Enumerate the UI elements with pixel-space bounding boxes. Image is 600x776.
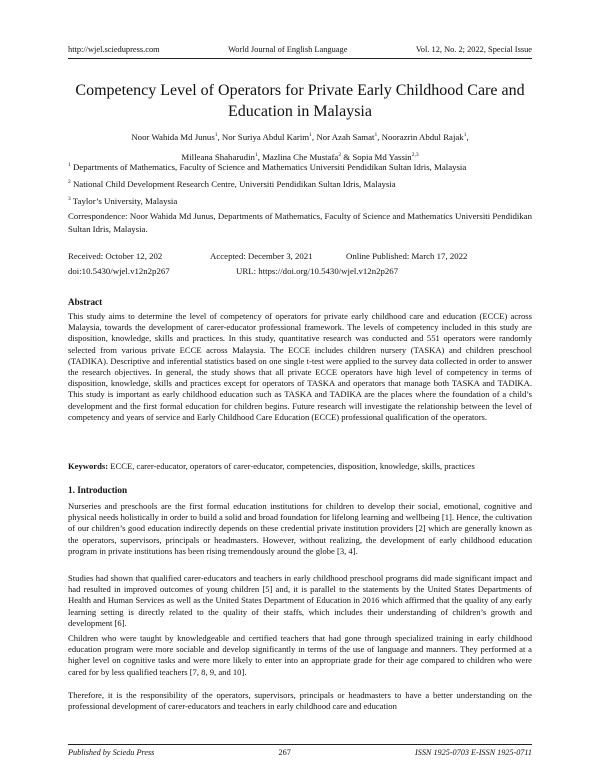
intro-paragraph-2: Studies had shown that qualified carer-educators and teachers in early childhood preschool programs did made significant impact and had resulted in improved outcomes of young children [5] and, it is parallel to the statements by the United States Departments of Health and Human Services as well as the United States Department of Education in 2016 which affirmed that the quality of any early learning setting is directly related to the quality of their staffs, which includes their understanding of children’s growth and development [6]. — [68, 573, 532, 628]
author-separator: , — [377, 131, 382, 142]
affiliation-mark: 2 — [68, 179, 71, 185]
journal-name: World Journal of English Language — [228, 45, 348, 54]
author-affil-mark: 1 — [374, 132, 378, 138]
page-number: 267 — [278, 748, 291, 757]
affiliation-text: Departments of Mathematics, Faculty of Science and Mathematics Universiti Pendidikan Sultan Idris, Malaysia — [72, 161, 467, 172]
accepted-date: Accepted: December 3, 2021 — [210, 251, 313, 261]
author-name: Mazlina Che Mustafa — [262, 151, 339, 162]
author-affil-mark: 1 — [254, 151, 258, 158]
author-name: Milleana Shaharudin — [181, 151, 255, 162]
affiliation-text: Taylor’s University, Malaysia — [72, 195, 178, 206]
page-footer — [68, 748, 532, 760]
author-separator: & — [341, 151, 353, 162]
doi-line — [68, 266, 532, 278]
author-name: Noorazrin Abdul Rajak — [381, 131, 464, 142]
abstract-text: This study aims to determine the level of competency of operators for private early childhood care and education (ECCE) across Malaysia, towards the development of carer-educator professional framework. The levels of competency included in this study are disposition, knowledge, skills and practices. In this study, quantitative research was conducted and 551 operators were randomly selected from various private ECCE across Malaysia. The ECCE includes children nursery (TASKA) and children preschool (TADIKA). Descriptive and inferential statistics based on one single t-test were applied to the survey data collected in order to answer the research objectives. In general, the study shows that all private ECCE operators have high level of competency in terms of disposition, knowledge, skills and practices except for operators of TASKA and operators that manage both TASKA and TADIKA. This study is important as early childhood education such as TASKA and TADIKA are the places where the foundation of a child’s development and the first formal education for children begins. Future research will investigate the relationship between the level of competency and years of service and Early Childhood Care Education (ECCE) professional qualification of the operators. — [68, 311, 532, 422]
affiliation-mark: 3 — [68, 196, 71, 202]
section-heading-introduction: 1. Introduction — [68, 485, 128, 495]
intro-paragraph-1: Nurseries and preschools are the first formal education institutions for children to develop their social, emotional, cognitive and physical needs holistically in order to build a solid and broad foundation for lifelong learning and wellbeing [1]. Hence, the cultivation of our children’s good education indirectly depends on these credential private institution providers [2] which are generally known as the operators, supervisors, principals or headmasters. However, without realizing, the development of early childhood education program in private institutions has been rising tremendously around the globe [3, 4]. — [68, 501, 532, 556]
author-affil-mark: 1 — [309, 132, 312, 138]
running-header — [68, 45, 532, 57]
affiliation-3 — [68, 194, 532, 207]
intro-paragraph-4: Therefore, it is the responsibility of the operators, supervisors, principals or headmasters to have a better understanding on the professional development of carer-educators and teachers in early childhood care and education — [68, 690, 532, 712]
author-name: Nor Suriya Abdul Karim — [221, 131, 310, 142]
issn: ISSN 1925-0703 E-ISSN 1925-0711 — [415, 748, 532, 757]
volume-info: Vol. 12, No. 2; 2022, Special Issue — [415, 45, 532, 54]
doi[interactable]: doi:10.5430/wjel.v12n2p267 — [68, 266, 170, 276]
author-name: Sopia Md Yassin — [352, 151, 412, 162]
publisher: Published by Sciedu Press — [68, 748, 155, 757]
keywords — [68, 461, 532, 472]
author-separator: , — [311, 131, 317, 142]
author-separator: , — [257, 151, 263, 162]
correspondence: Correspondence: Noor Wahida Md Junus, Departments of Mathematics, Faculty of Science and Mathematics Universiti Pendidikan Sultan Idris, Malaysia. — [68, 211, 532, 234]
received-date: Received: October 12, 202 — [68, 251, 163, 261]
intro-paragraph-3: Children who were taught by knowledgeable and certified teachers that had gone through specialized training in early childhood education program were more sociable and develop significantly in terms of the use of language and manners. They performed at a higher level on cognitive tasks and were more likely to enter into an appropriate grade for their age compared to children who were cared for by less qualified teachers [7, 8, 9, and 10]. — [68, 633, 532, 677]
keywords-list: ECCE, carer-educator, operators of carer-educator, competencies, disposition, knowledge, skills, practices — [108, 461, 475, 471]
doi-url[interactable]: URL: https://doi.org/10.5430/wjel.v12n2p267 — [236, 266, 399, 276]
abstract-heading: Abstract — [68, 297, 103, 307]
author-name: Nor Azah Samat — [316, 131, 375, 142]
footer-rule — [68, 744, 532, 745]
published-date: Online Published: March 17, 2022 — [346, 251, 468, 261]
journal-url[interactable]: http://wjel.sciedupress.com — [68, 45, 160, 54]
author-separator: , — [466, 131, 469, 142]
author-separator: , — [217, 131, 222, 142]
paper-title: Competency Level of Operators for Private Early Childhood Care and Education in Malaysia — [75, 82, 525, 120]
affiliation-1 — [68, 160, 532, 173]
publication-dates — [68, 251, 532, 263]
author-name: Noor Wahida Md Junus — [131, 131, 215, 142]
author-affil-mark: 2,3 — [411, 151, 419, 158]
affiliation-mark: 1 — [68, 162, 71, 168]
author-affil-mark: 2 — [338, 151, 342, 158]
affiliation-text: National Child Development Research Centre, Universiti Pendidikan Sultan Idris, Malaysia — [72, 178, 396, 189]
header-rule — [68, 58, 532, 59]
keywords-label: Keywords: — [68, 461, 109, 471]
affiliation-2 — [68, 177, 532, 190]
author-affil-mark: 1 — [463, 132, 467, 138]
author-affil-mark: 1 — [214, 132, 218, 138]
